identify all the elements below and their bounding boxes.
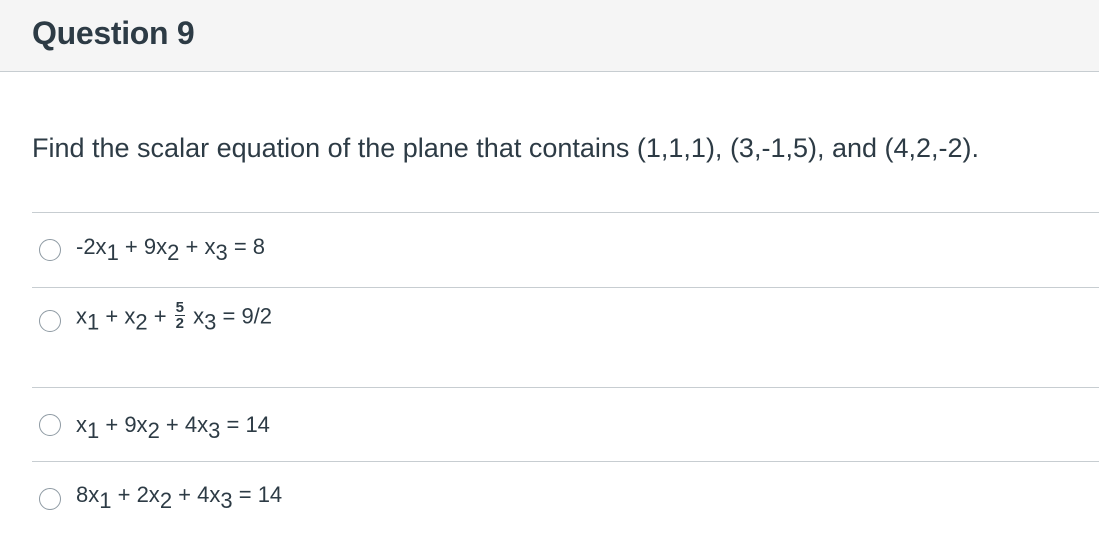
- answer-list: [32, 212, 1099, 535]
- fraction-denominator: 2: [175, 315, 184, 332]
- question-title: Question 9: [32, 15, 195, 51]
- radio-unselected-icon[interactable]: [39, 488, 61, 510]
- answer-equation: $x_1 + 9x_2 + 4x_3 = 14$: [76, 412, 270, 443]
- answer-equation: $8x_1 + 2x_2 + 4x_3 = 14$: [76, 482, 283, 513]
- fraction: [175, 300, 185, 331]
- answer-option-1[interactable]: [32, 212, 1099, 287]
- answer-equation: $-2x_1 + 9x_2 + x_3 = 8$: [76, 234, 266, 265]
- fraction-numerator: 5: [175, 299, 184, 316]
- answer-option-2[interactable]: [32, 287, 1099, 387]
- radio-unselected-icon[interactable]: [39, 239, 61, 261]
- answer-equation: $x_1 + x_2$ + $\frac{5}{2}$ $x_3 = 9/2$: [76, 299, 273, 335]
- question-prompt: Find the scalar equation of the plane that contains (1,1,1), (3,-1,5), and (4,2,-2).: [32, 133, 980, 163]
- question-header: [0, 0, 1099, 72]
- radio-unselected-icon[interactable]: [39, 414, 61, 436]
- radio-unselected-icon[interactable]: [39, 310, 61, 332]
- answer-option-3[interactable]: [32, 387, 1099, 461]
- answer-option-4[interactable]: [32, 461, 1099, 535]
